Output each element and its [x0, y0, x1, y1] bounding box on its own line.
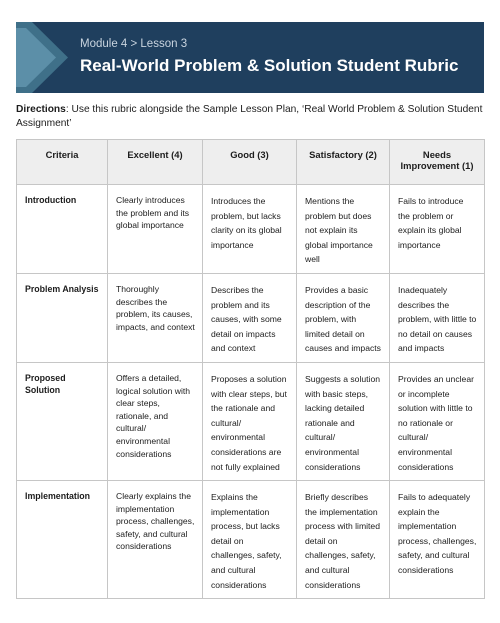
excellent-cell: Thoroughly describes the problem, its causes, impacts, and context — [108, 273, 203, 362]
criterion-cell: Introduction — [17, 185, 108, 274]
good-cell: Describes the problem and its causes, with some detail on impacts and context — [203, 273, 297, 362]
satisfactory-cell: Suggests a solution with basic steps, lacking detailed rationale and cultural/ environmental considerations — [297, 362, 390, 480]
module-breadcrumb: Module 4 > Lesson 3 — [80, 38, 188, 50]
directions-text: : Use this rubric alongside the Sample Lesson Plan, ‘Real World Problem & Solution Student Assignment’ — [16, 104, 483, 129]
rubric-header-row — [17, 140, 485, 185]
needs-improvement-cell: Fails to adequately explain the implementation process, challenges, safety, and cultural considerations — [390, 481, 485, 599]
satisfactory-cell: Briefly describes the implementation process with limited detail on challenges, safety, and cultural considerations — [297, 481, 390, 599]
page-title: Real-World Problem & Solution Student Rubric — [80, 56, 459, 75]
directions-label: Directions — [16, 104, 66, 115]
excellent-cell: Clearly explains the implementation process, challenges, safety, and cultural considerations — [108, 481, 203, 599]
table-row — [17, 273, 485, 362]
table-row — [17, 362, 485, 480]
criterion-cell: Problem Analysis — [17, 273, 108, 362]
good-cell: Explains the implementation process, but lacks detail on challenges, safety, and cultural considerations — [203, 481, 297, 599]
directions — [16, 103, 484, 131]
header-excellent: Excellent (4) — [108, 140, 203, 185]
satisfactory-cell: Mentions the problem but does not explain its global importance well — [297, 185, 390, 274]
table-row — [17, 481, 485, 599]
needs-improvement-cell: Inadequately describes the problem, with little to no detail on causes and impacts — [390, 273, 485, 362]
header-good: Good (3) — [203, 140, 297, 185]
excellent-cell: Offers a detailed, logical solution with clear steps, rationale, and cultural/ environmental considerations — [108, 362, 203, 480]
good-cell: Introduces the problem, but lacks clarity on its global importance — [203, 185, 297, 274]
excellent-cell: Clearly introduces the problem and its global importance — [108, 185, 203, 274]
header-criteria: Criteria — [17, 140, 108, 185]
rubric-table — [16, 139, 485, 599]
satisfactory-cell: Provides a basic description of the problem, with limited detail on causes and impacts — [297, 273, 390, 362]
header-banner — [16, 22, 484, 93]
criterion-cell: Implementation — [17, 481, 108, 599]
table-row — [17, 185, 485, 274]
needs-improvement-cell: Provides an unclear or incomplete solution with little to no rationale or cultural/ environmental considerations — [390, 362, 485, 480]
needs-improvement-cell: Fails to introduce the problem or explain its global importance — [390, 185, 485, 274]
good-cell: Proposes a solution with clear steps, but the rationale and cultural/ environmental considerations are not fully explained — [203, 362, 297, 480]
criterion-cell: Proposed Solution — [17, 362, 108, 480]
header-satisfactory: Satisfactory (2) — [297, 140, 390, 185]
header-needs-improvement: Needs Improvement (1) — [390, 140, 485, 185]
chevron-icon — [16, 22, 76, 93]
